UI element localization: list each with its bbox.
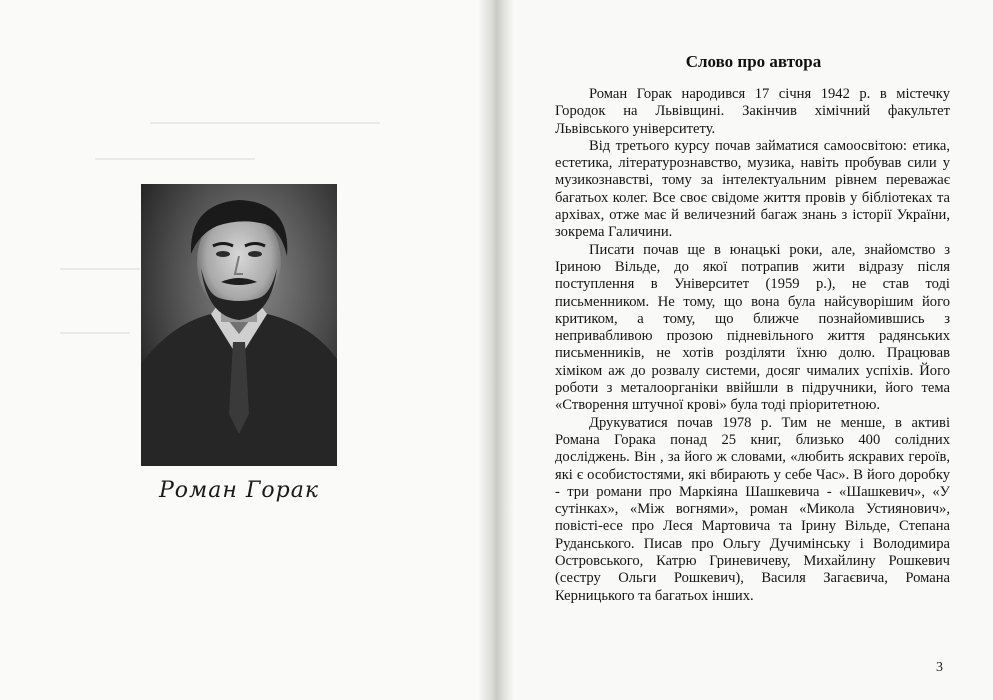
bleed-through-line — [150, 122, 380, 124]
paragraph: Роман Горак народився 17 січня 1942 р. в містечку Городок на Львівщині. Закінчив хімічний факультет Львівського університету. — [555, 86, 950, 137]
page-number: 3 — [936, 660, 943, 675]
left-page — [0, 0, 490, 700]
bleed-through-line — [60, 268, 140, 270]
author-portrait-photo — [141, 184, 337, 466]
bleed-through-line — [95, 158, 255, 160]
bleed-through-line — [60, 332, 130, 334]
paragraph: Писати почав ще в юнацькі роки, але, знайомство з Іриною Вільде, до якої потрапив жити відразу після поступлення в Університет (1959 р.), не став тоді письменником. Не тому, що вона була найсуворішим його критиком, а тому, що ближче познайомившись з непривабливою прозою підневільного життя радянських письменників, не хотів розділяти їхню долю. Працював хіміком аж до розвалу системи, досяг чималих успіхів. Його роботи з металоорганіки ввійшли в підручники, його тема «Створення штучної крові» була тоді пріоритетною. — [555, 241, 950, 414]
paragraph: Від третього курсу почав займатися самоосвітою: етика, естетика, літературознавство, музика, навіть пробував сили у музикознавстві, тому за інтелектуальним рівнем переважає багатьох колег. Все своє свідоме життя провів у бібліотеках та архівах, отже має й величезний багаж знань з історії України, зокрема Галичини. — [555, 137, 950, 241]
paragraph: Друкуватися почав 1978 р. Тим не менше, в активі Романа Горака понад 25 книг, близько 400 солідних досліджень. Він , за його ж словами, «любить яскравих героїв, які є особистостями, які вбирають у себе Час». В його доробку - три романи про Маркіяна Шашкевича - «Шашкевич», «У сутінках», «Між вогнями», роман «Микола Устиянович», повісті-есе про Леся Мартовича та Ірину Вільде, Степана Руданського. Писав про Ольгу Дучимінську і Володимира Островського, Катрю Гриневичеву, Михайлину Рошкевич (сестру Ольги Рошкевич), Василя Загаєвича, Романа Керницького та багатьох інших. — [555, 414, 950, 604]
portrait-image — [141, 184, 337, 466]
portrait-caption: Роман Горак — [158, 478, 320, 503]
article-body — [555, 86, 950, 605]
book-gutter — [478, 0, 514, 700]
page-title: Слово про автора — [685, 52, 822, 71]
